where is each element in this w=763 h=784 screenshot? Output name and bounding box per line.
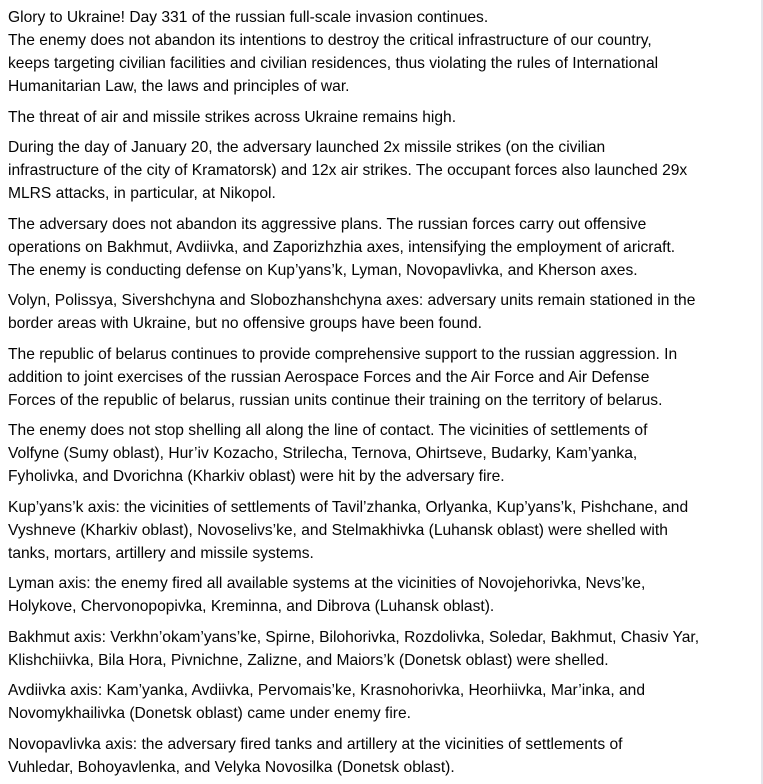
post-paragraph [8, 679, 759, 725]
paragraph-line: Kup’yans’k axis: the vicinities of settlements of Tavil’zhanka, Orlyanka, Kup’yans’k, Pishchane, and [8, 498, 689, 516]
post-paragraph [8, 106, 759, 129]
paragraph-line: Avdiivka axis: Kam’yanka, Avdiivka, Pervomais’ke, Krasnohorivka, Heorhiivka, Mar’inka, and [8, 682, 646, 699]
paragraph-line: During the day of January 20, the adversary launched 2x missile strikes (on the civilian [8, 139, 606, 156]
paragraph-line: Volfyne (Sumy oblast), Hur’iv Kozacho, Strilecha, Ternova, Ohirtseve, Budarky, Kam’yanka, [8, 445, 638, 462]
paragraph-line: Volyn, Polissya, Sivershchyna and Slobozhanshchyna axes: adversary units remain stationed in the [8, 292, 696, 309]
paragraph-line: Vyshneve (Kharkiv oblast), Novoselivs’ke, and Stelmakhivka (Luhansk oblast) were shelled with [8, 521, 668, 539]
paragraph-line: Novomykhailivka (Donetsk oblast) came under enemy fire. [8, 705, 412, 722]
paragraph-line: operations on Bakhmut, Avdiivka, and Zaporizhzhia axes, intensifying the employment of aricraft. [8, 238, 676, 256]
post-paragraph [8, 136, 759, 205]
paragraph-line: MLRS attacks, in particular, at Nikopol. [8, 185, 276, 202]
paragraph-line: keeps targeting civilian facilities and civilian residences, thus violating the rules of International [8, 55, 659, 72]
post-paragraph [8, 733, 759, 779]
post-paragraph [8, 289, 759, 335]
paragraph-line: Forces of the republic of belarus, russian units continue their training on the territory of belarus. [8, 391, 663, 409]
post-paragraph [8, 343, 759, 412]
paragraph-line: The enemy does not abandon its intentions to destroy the critical infrastructure of our country, [8, 32, 652, 49]
post-paragraph [8, 496, 759, 565]
paragraph-line: Klishchiivka, Bila Hora, Pivnichne, Zalizne, and Maiors’k (Donetsk oblast) were shelled. [8, 651, 609, 669]
paragraph-line: Bakhmut axis: Verkhn’okam’yans’ke, Spirne, Bilohorivka, Rozdolivka, Soledar, Bakhmut, Chasiv Yar, [8, 628, 700, 646]
paragraph-line: Holykove, Chervonopopivka, Kreminna, and Dibrova (Luhansk oblast). [8, 598, 495, 615]
paragraph-line: addition to joint exercises of the russian Aerospace Forces and the Air Force and Air Defense [8, 368, 650, 386]
paragraph-line: Novopavlivka axis: the adversary fired tanks and artillery at the vicinities of settlements of [8, 735, 623, 753]
paragraph-line: The republic of belarus continues to provide comprehensive support to the russian aggression. In [8, 345, 678, 363]
post-paragraph [8, 419, 759, 488]
post-paragraph [8, 213, 759, 282]
post-paragraph [8, 626, 759, 672]
paragraph-line: The enemy is conducting defense on Kup’yans’k, Lyman, Novopavlivka, and Kherson axes. [8, 261, 638, 279]
paragraph-line: Vuhledar, Bohoyavlenka, and Velyka Novosilka (Donetsk oblast). [8, 758, 455, 776]
paragraph-line: border areas with Ukraine, but no offensive groups have been found. [8, 315, 482, 332]
paragraph-line: Glory to Ukraine! Day 331 of the russian full-scale invasion continues. [8, 9, 489, 26]
post-paragraph [8, 572, 759, 618]
paragraph-line: infrastructure of the city of Kramatorsk) and 12x air strikes. The occupant forces also launched 29x [8, 162, 688, 179]
paragraph-line: Humanitarian Law, the laws and principles of war. [8, 78, 350, 95]
paragraph-line: The threat of air and missile strikes across Ukraine remains high. [8, 108, 457, 126]
paragraph-line: Fyholivka, and Dvorichna (Kharkiv oblast) were hit by the adversary fire. [8, 468, 505, 485]
paragraph-line: The enemy does not stop shelling all along the line of contact. The vicinities of settlements of [8, 422, 648, 439]
paragraph-line: The adversary does not abandon its aggressive plans. The russian forces carry out offensive [8, 215, 647, 233]
post-paragraph [8, 6, 759, 98]
paragraph-line: tanks, mortars, artillery and missile systems. [8, 544, 314, 562]
paragraph-line: Lyman axis: the enemy fired all available systems at the vicinities of Novojehorivka, Nevs’ke, [8, 575, 646, 592]
